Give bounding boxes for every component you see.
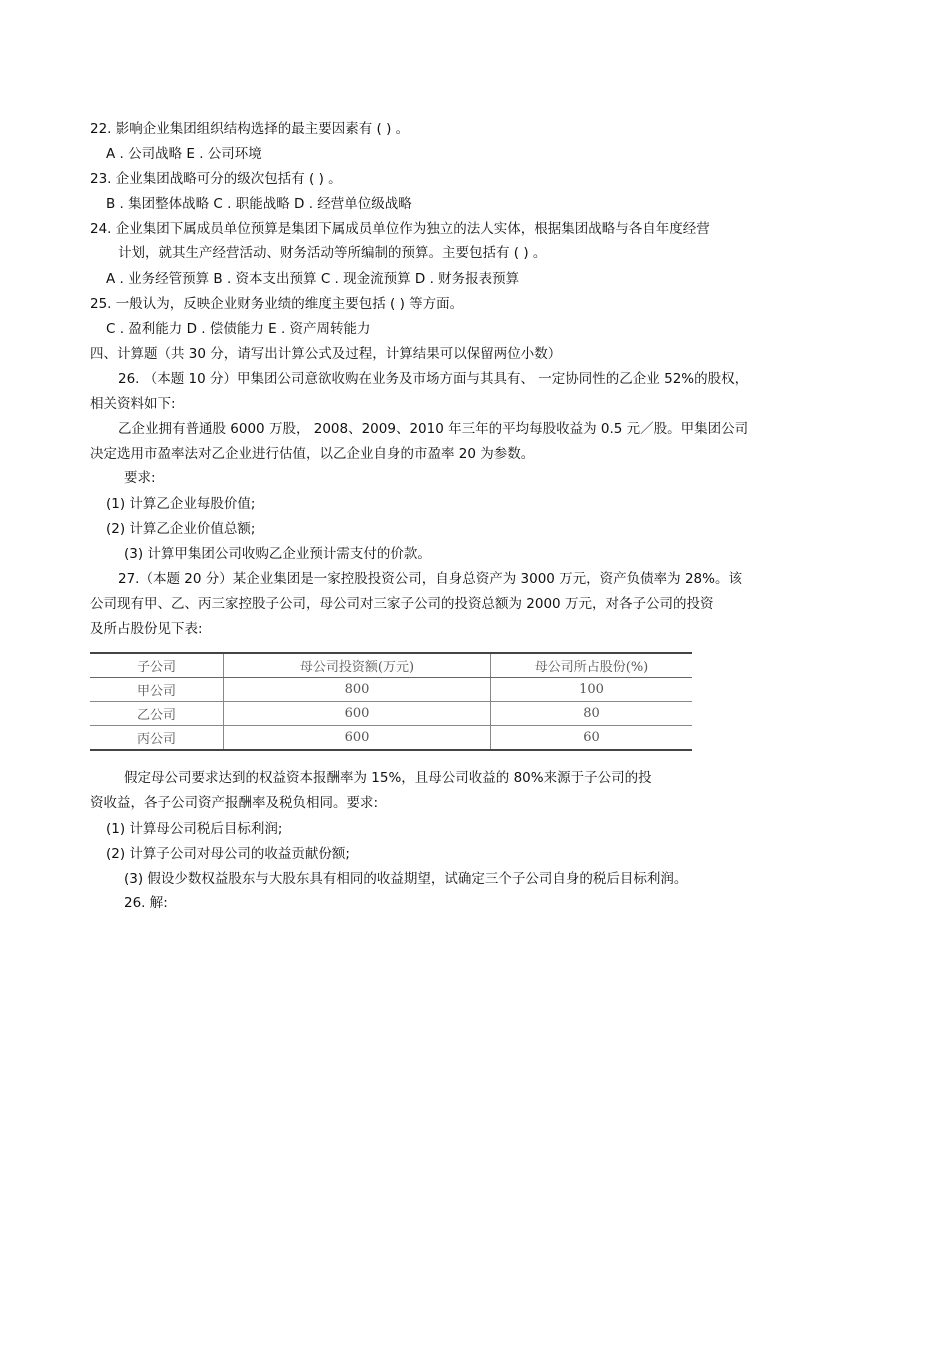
question-23-options: B . 集团整体战略 C . 职能战略 D . 经营单位级战略 (106, 196, 412, 212)
table-cell: 600 (224, 702, 491, 726)
question-23: 23. 企业集团战略可分的级次包括有 ( ) 。 (90, 171, 342, 187)
question-26-continued: 相关资料如下: (90, 396, 176, 412)
question-26-data: 乙企业拥有普通股 6000 万股， 2008、2009、2010 年三年的平均每股收益为 0.5 元／股。甲集团公司 (118, 421, 749, 437)
question-26-item-2: (2) 计算乙企业价值总额; (106, 521, 256, 537)
table-row (90, 678, 692, 702)
question-27-assumption-continued: 资收益，各子公司资产报酬率及税负相同。要求: (90, 795, 379, 811)
question-25-options: C . 盈利能力 D . 偿债能力 E . 资产周转能力 (106, 321, 371, 337)
question-27-assumption: 假定母公司要求达到的权益资本报酬率为 15%，且母公司收益的 80%来源于子公司的投 (124, 770, 652, 786)
question-24-options: A . 业务经管预算 B . 资本支出预算 C . 现金流预算 D . 财务报表预算 (106, 271, 520, 287)
question-27-continued: 公司现有甲、乙、丙三家控股子公司，母公司对三家子公司的投资总额为 2000 万元，对各子公司的投资 (90, 596, 714, 612)
question-26-requirements: 要求: (124, 470, 156, 486)
answer-26-heading: 26. 解: (124, 895, 168, 911)
table-cell: 甲公司 (90, 678, 224, 702)
question-27-item-3: (3) 假设少数权益股东与大股东具有相同的收益期望，试确定三个子公司自身的税后目标利润。 (124, 871, 688, 887)
question-26-item-1: (1) 计算乙企业每股价值; (106, 496, 256, 512)
question-27-table-intro: 及所占股份见下表: (90, 621, 203, 637)
question-26: 26. （本题 10 分）甲集团公司意欲收购在业务及市场方面与其具有、 一定协同性的乙企业 52%的股权， (118, 371, 749, 387)
section-heading-calculation: 四、计算题（共 30 分，请写出计算公式及过程，计算结果可以保留两位小数） (90, 346, 562, 362)
table-cell: 乙公司 (90, 702, 224, 726)
question-24: 24. 企业集团下属成员单位预算是集团下属成员单位作为独立的法人实体，根据集团战略与各自年度经营 (90, 221, 710, 237)
table-header-row (90, 653, 692, 678)
question-22: 22. 影响企业集团组织结构选择的最主要因素有 ( ) 。 (90, 121, 410, 137)
question-26-item-3: (3) 计算甲集团公司收购乙企业预计需支付的价款。 (124, 546, 431, 562)
question-24-continued: 计划，就其生产经营活动、财务活动等所编制的预算。主要包括有 ( ) 。 (118, 245, 547, 261)
table-cell: 60 (491, 726, 693, 751)
subsidiary-investment-table (90, 652, 692, 751)
question-27-item-2: (2) 计算子公司对母公司的收益贡献份额; (106, 846, 350, 862)
table-header-cell: 母公司所占股份(%) (491, 653, 693, 678)
question-25: 25. 一般认为，反映企业财务业绩的维度主要包括 ( ) 等方面。 (90, 296, 464, 312)
table-row (90, 702, 692, 726)
question-27: 27.（本题 20 分）某企业集团是一家控股投资公司，自身总资产为 3000 万元，资产负债率为 28%。该 (118, 571, 742, 587)
question-22-options: A . 公司战略 E . 公司环境 (106, 146, 262, 162)
table-cell: 600 (224, 726, 491, 751)
question-27-item-1: (1) 计算母公司税后目标利润; (106, 821, 283, 837)
table-cell: 800 (224, 678, 491, 702)
table-header-cell: 子公司 (90, 653, 224, 678)
table-header-cell: 母公司投资额(万元) (224, 653, 491, 678)
table-cell: 80 (491, 702, 693, 726)
table-row (90, 726, 692, 751)
table-cell: 100 (491, 678, 693, 702)
table-cell: 丙公司 (90, 726, 224, 751)
question-26-data-continued: 决定选用市盈率法对乙企业进行估值，以乙企业自身的市盈率 20 为参数。 (90, 446, 535, 462)
